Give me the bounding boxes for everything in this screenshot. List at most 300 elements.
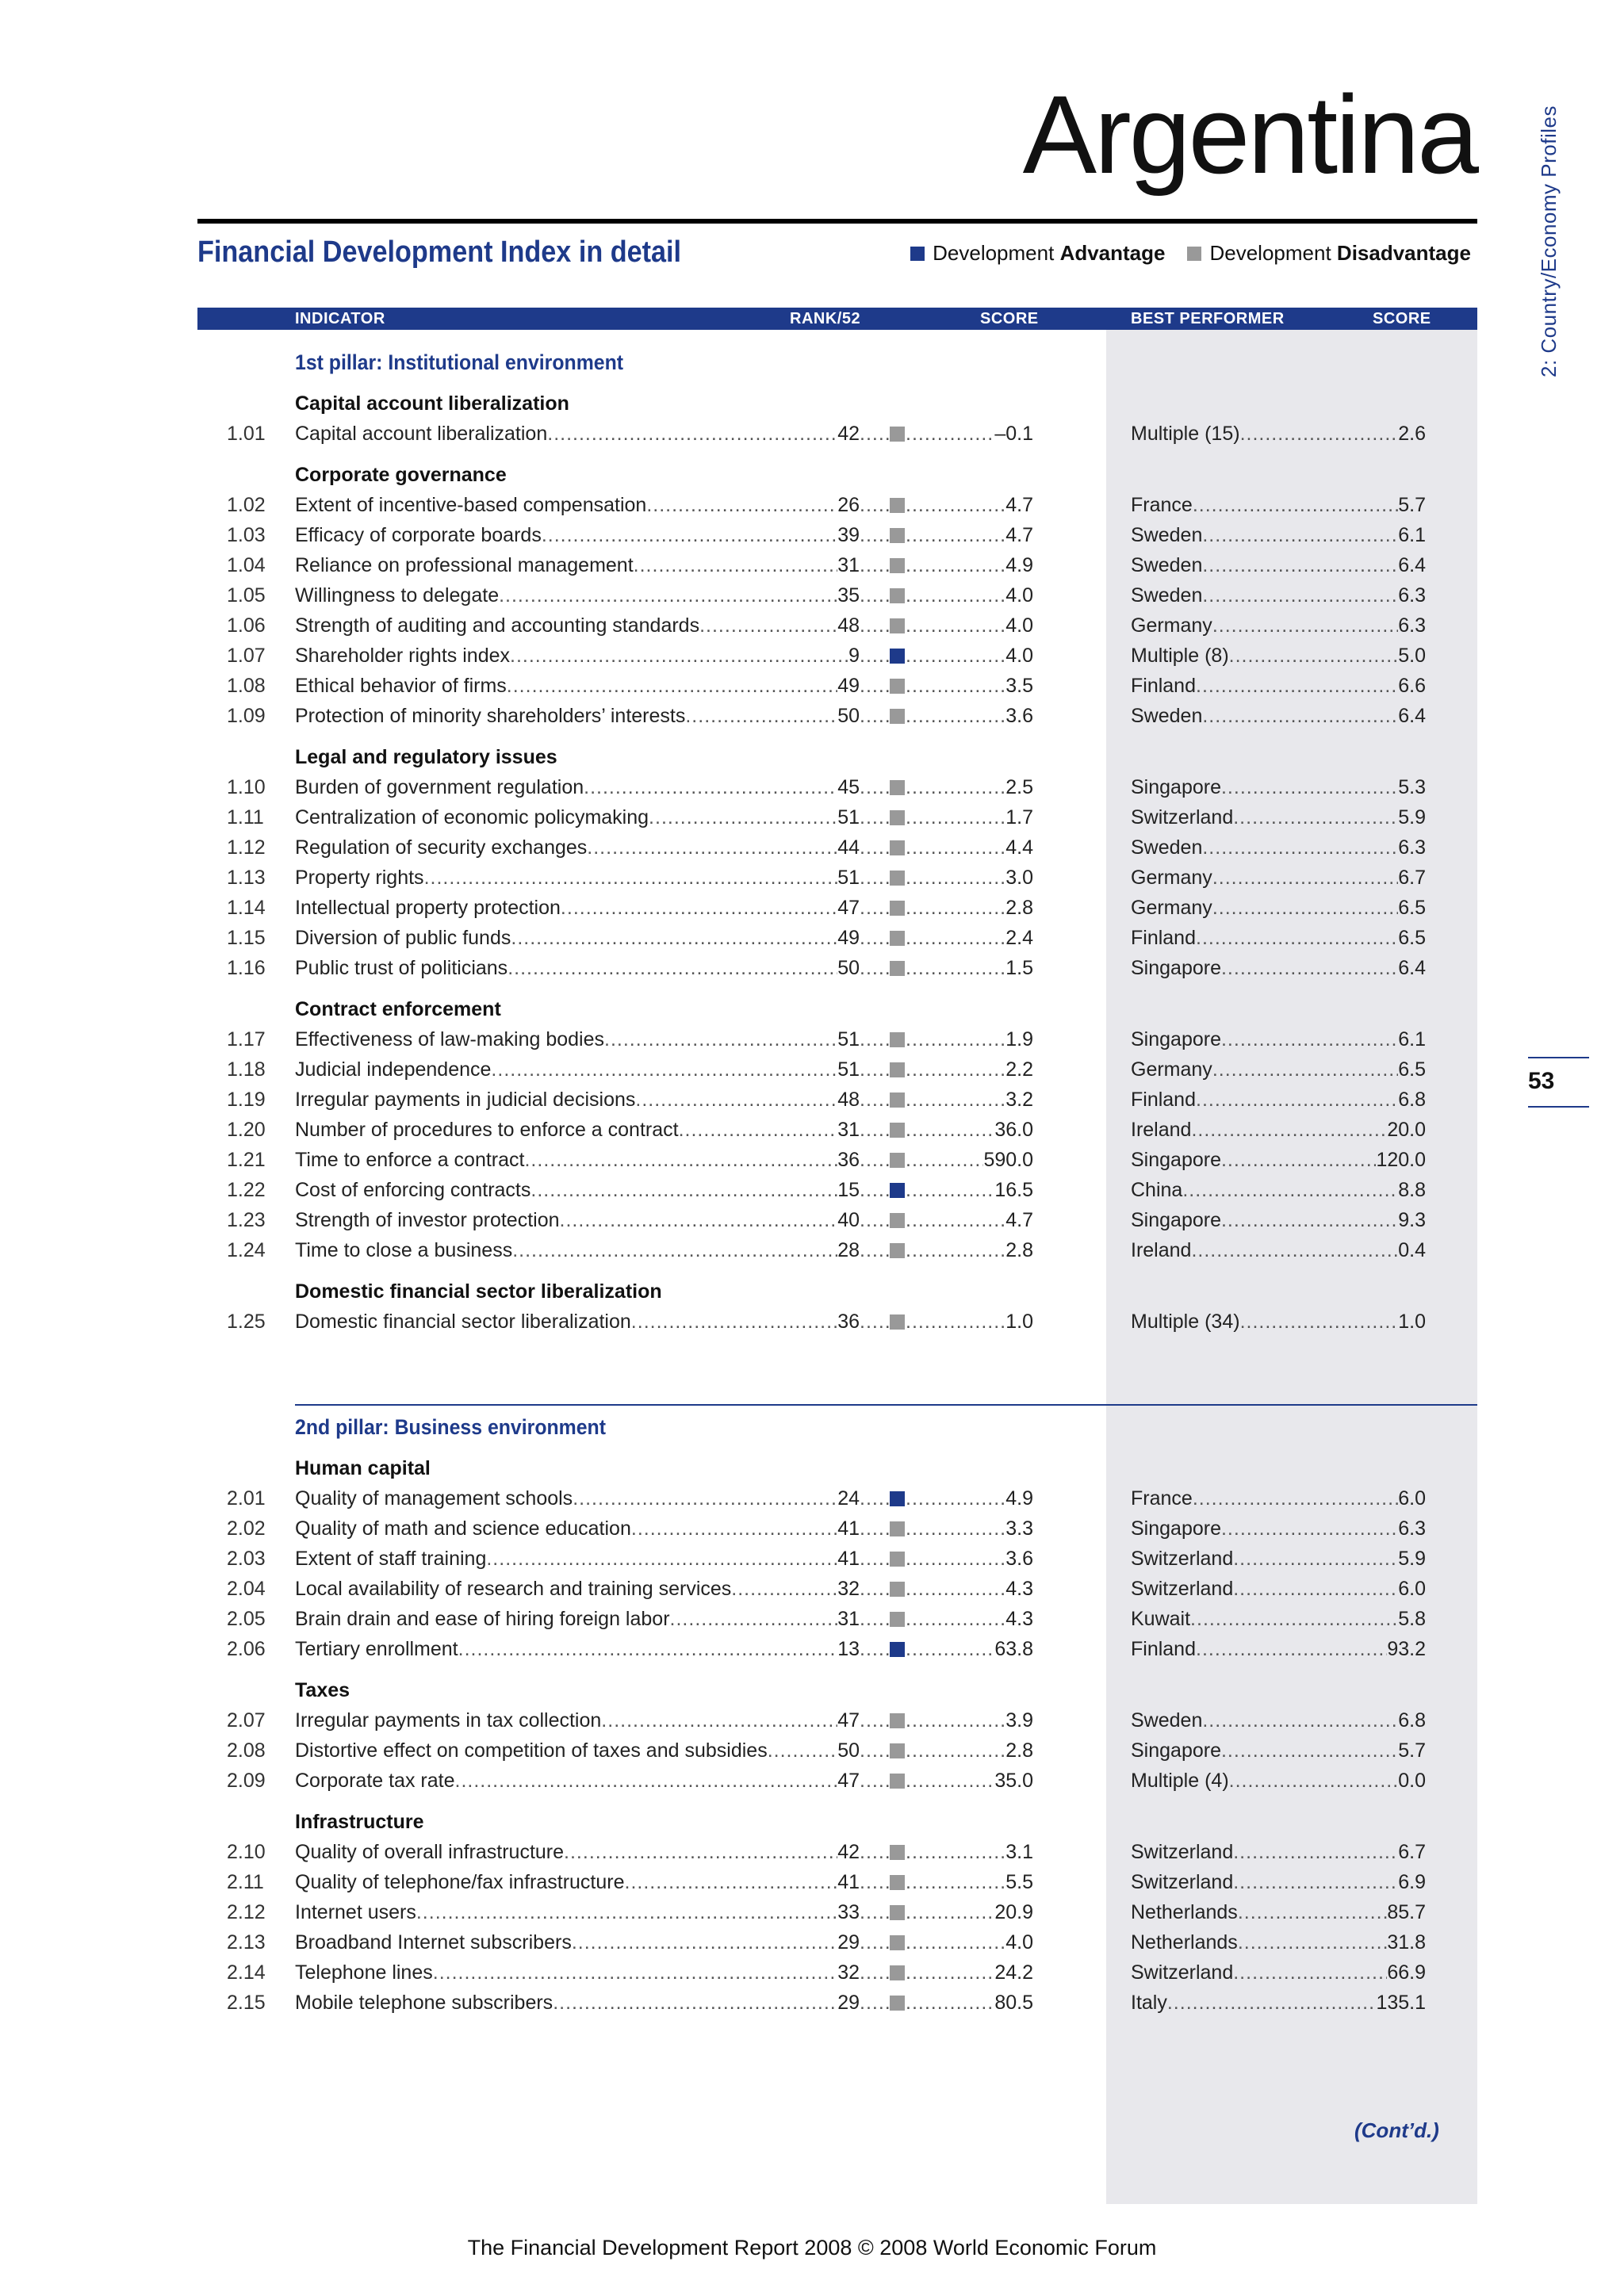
leader-dots: [860, 1307, 891, 1337]
indicator-rank: 44: [837, 836, 860, 859]
leader-dots: [587, 832, 837, 863]
leader-dots: [860, 772, 891, 802]
best-performer: Switzerland: [1131, 1871, 1234, 1893]
indicator-number: 1.18: [227, 1058, 266, 1081]
leader-dots: [906, 863, 1005, 893]
leader-dots: [906, 641, 1005, 671]
disadvantage-marker-icon: [890, 1123, 905, 1138]
best-performer: Finland: [1131, 675, 1196, 697]
indicator-number: 1.13: [227, 867, 266, 889]
indicator-name: Quality of telephone/fax infrastructure: [295, 1871, 625, 1893]
disadvantage-marker-icon: [890, 1774, 905, 1789]
best-performer: Switzerland: [1131, 1548, 1234, 1570]
leader-dots: [906, 1897, 994, 1927]
table-row: [0, 1307, 1624, 1337]
best-performer-score: 20.0: [1387, 1119, 1426, 1141]
leader-dots: [679, 1115, 838, 1145]
best-performer: Finland: [1131, 927, 1196, 949]
indicator-name: Internet users: [295, 1901, 416, 1923]
indicator-rank: 31: [837, 554, 860, 576]
indicator-score: 4.4: [1005, 836, 1033, 859]
indicator-name: Cost of enforcing contracts: [295, 1179, 531, 1201]
leader-dots: [1191, 1115, 1387, 1145]
indicator-name: Regulation of security exchanges: [295, 836, 588, 859]
leader-dots: [631, 1307, 837, 1337]
page-footer: The Financial Development Report 2008 © 2008 World Economic Forum: [467, 2236, 1157, 2260]
leader-dots: [685, 701, 837, 731]
leader-dots: [860, 701, 891, 731]
leader-dots: [860, 923, 891, 953]
leader-dots: [1229, 641, 1399, 671]
indicator-rank: 29: [837, 1931, 860, 1954]
best-performer-score: 1.0: [1398, 1311, 1426, 1333]
leader-dots: [906, 520, 1005, 550]
best-performer-score: 6.4: [1398, 705, 1426, 727]
indicator-number: 1.17: [227, 1028, 266, 1050]
leader-dots: [1233, 1837, 1398, 1867]
group-heading: Legal and regulatory issues: [295, 746, 557, 768]
section-title: Financial Development Index in detail: [197, 235, 682, 269]
indicator-rank: 13: [837, 1638, 860, 1660]
leader-dots: [860, 1766, 891, 1796]
indicator-rank: 42: [837, 423, 860, 445]
disadvantage-marker-icon: [890, 1935, 905, 1950]
best-performer: Singapore: [1131, 957, 1221, 979]
indicator-name: Time to close a business: [295, 1239, 513, 1261]
indicator-score: 2.8: [1005, 1239, 1033, 1261]
leader-dots: [860, 1054, 891, 1085]
disadvantage-marker-icon: [890, 931, 905, 946]
indicator-number: 2.05: [227, 1608, 266, 1630]
leader-dots: [860, 1988, 891, 2018]
leader-dots: [1182, 1175, 1398, 1205]
indicator-rank: 41: [837, 1871, 860, 1893]
leader-dots: [553, 1988, 837, 2018]
header-score: SCORE: [980, 310, 1039, 327]
table-header: [197, 308, 1477, 330]
leader-dots: [601, 1705, 837, 1735]
indicator-score: 3.3: [1005, 1517, 1033, 1540]
indicator-number: 1.14: [227, 897, 266, 919]
leader-dots: [860, 1175, 891, 1205]
indicator-rank: 51: [837, 806, 860, 828]
table-row: [0, 1604, 1624, 1634]
leader-dots: [572, 1927, 837, 1957]
best-performer: Singapore: [1131, 1209, 1221, 1231]
indicator-name: Corporate tax rate: [295, 1770, 455, 1792]
advantage-marker-icon: [890, 1183, 905, 1198]
indicator-rank: 47: [837, 1770, 860, 1792]
leader-dots: [906, 1483, 1005, 1513]
leader-dots: [542, 520, 837, 550]
disadvantage-marker-icon: [890, 1213, 905, 1228]
legend-advantage: [910, 241, 1165, 266]
indicator-number: 2.10: [227, 1841, 266, 1863]
leader-dots: [1221, 1735, 1398, 1766]
disadvantage-marker-icon: [890, 1743, 905, 1758]
group-heading: Capital account liberalization: [295, 392, 569, 415]
table-row: [0, 1837, 1624, 1867]
best-performer-score: 6.0: [1398, 1487, 1426, 1510]
indicator-score: 1.7: [1005, 806, 1033, 828]
indicator-score: 2.2: [1005, 1058, 1033, 1081]
best-performer-score: 5.3: [1398, 776, 1426, 798]
leader-dots: [1221, 1205, 1398, 1235]
leader-dots: [906, 1604, 1005, 1634]
indicator-score: 3.9: [1005, 1709, 1033, 1732]
indicator-rank: 47: [837, 1709, 860, 1732]
best-performer-score: 6.4: [1398, 554, 1426, 576]
best-performer-score: 120.0: [1376, 1149, 1426, 1171]
indicator-name: Ethical behavior of firms: [295, 675, 507, 697]
disadvantage-marker-icon: [890, 1996, 905, 2011]
leader-dots: [906, 490, 1005, 520]
best-performer: France: [1131, 1487, 1193, 1510]
indicator-name: Domestic financial sector liberalization: [295, 1311, 631, 1333]
leader-dots: [906, 1927, 1005, 1957]
leader-dots: [1212, 1054, 1398, 1085]
leader-dots: [1238, 1897, 1388, 1927]
leader-dots: [906, 1957, 994, 1988]
leader-dots: [860, 832, 891, 863]
leader-dots: [906, 1837, 1005, 1867]
leader-dots: [906, 1766, 994, 1796]
table-row: [0, 953, 1624, 983]
best-performer-score: 0.0: [1398, 1770, 1426, 1792]
indicator-number: 1.08: [227, 675, 266, 697]
table-row: [0, 1574, 1624, 1604]
leader-dots: [1193, 1483, 1398, 1513]
best-performer-score: 6.6: [1398, 675, 1426, 697]
table-row: [0, 520, 1624, 550]
table-row: [0, 701, 1624, 731]
indicator-name: Distortive effect on competition of taxes and subsidies: [295, 1739, 768, 1762]
indicator-score: 3.6: [1005, 705, 1033, 727]
leader-dots: [906, 802, 1005, 832]
leader-dots: [860, 419, 891, 449]
leader-dots: [906, 893, 1005, 923]
group-heading: Corporate governance: [295, 464, 507, 486]
best-performer: Finland: [1131, 1638, 1196, 1660]
disadvantage-marker-icon: [890, 871, 905, 886]
best-performer-score: 5.9: [1398, 806, 1426, 828]
table-row: [0, 1988, 1624, 2018]
best-performer: Singapore: [1131, 776, 1221, 798]
best-performer: China: [1131, 1179, 1183, 1201]
leader-dots: [860, 863, 891, 893]
best-performer-score: 6.5: [1398, 1058, 1426, 1081]
best-performer-score: 6.5: [1398, 927, 1426, 949]
best-performer-score: 31.8: [1387, 1931, 1426, 1954]
leader-dots: [906, 1085, 1005, 1115]
leader-dots: [860, 490, 891, 520]
indicator-number: 2.09: [227, 1770, 266, 1792]
title-rule: [197, 219, 1477, 224]
advantage-marker-icon: [890, 1491, 905, 1506]
indicator-rank: 9: [848, 645, 860, 667]
indicator-rank: 48: [837, 614, 860, 637]
disadvantage-marker-icon: [890, 618, 905, 633]
indicator-score: 35.0: [994, 1770, 1033, 1792]
best-performer: Germany: [1131, 897, 1212, 919]
leader-dots: [507, 671, 837, 701]
indicator-score: 2.8: [1005, 1739, 1033, 1762]
indicator-score: 2.4: [1005, 927, 1033, 949]
indicator-score: 4.3: [1005, 1608, 1033, 1630]
best-performer: Sweden: [1131, 705, 1203, 727]
indicator-number: 1.05: [227, 584, 266, 607]
disadvantage-marker-icon: [890, 1552, 905, 1567]
legend: [910, 241, 1471, 266]
indicator-name: Shareholder rights index: [295, 645, 510, 667]
leader-dots: [635, 1085, 837, 1115]
best-performer-score: 6.3: [1398, 1517, 1426, 1540]
indicator-number: 1.09: [227, 705, 266, 727]
legend-disadvantage-word: Disadvantage: [1336, 241, 1471, 265]
leader-dots: [906, 550, 1005, 580]
leader-dots: [860, 1235, 891, 1265]
table-row: [0, 802, 1624, 832]
indicator-number: 2.07: [227, 1709, 266, 1732]
leader-dots: [906, 671, 1005, 701]
pillar-divider: [295, 1404, 1477, 1406]
best-performer-score: 8.8: [1398, 1179, 1426, 1201]
best-performer-score: 6.1: [1398, 524, 1426, 546]
leader-dots: [860, 1867, 891, 1897]
indicator-rank: 49: [837, 675, 860, 697]
leader-dots: [860, 1927, 891, 1957]
group-heading: Domestic financial sector liberalization: [295, 1280, 662, 1303]
indicator-number: 2.11: [227, 1871, 264, 1893]
indicator-rank: 32: [837, 1578, 860, 1600]
header-best-score: SCORE: [1373, 310, 1431, 327]
leader-dots: [860, 580, 891, 610]
indicator-name: Broadband Internet subscribers: [295, 1931, 572, 1954]
leader-dots: [906, 1574, 1005, 1604]
indicator-score: 1.0: [1005, 1311, 1033, 1333]
indicator-number: 2.15: [227, 1992, 266, 2014]
leader-dots: [512, 1235, 837, 1265]
table-row: [0, 1544, 1624, 1574]
indicator-score: 2.5: [1005, 776, 1033, 798]
leader-dots: [1212, 893, 1398, 923]
disadvantage-marker-icon: [890, 810, 905, 825]
leader-dots: [860, 610, 891, 641]
table-row: [0, 641, 1624, 671]
disadvantage-marker-icon: [890, 1845, 905, 1860]
indicator-rank: 32: [837, 1961, 860, 1984]
leader-dots: [860, 1735, 891, 1766]
leader-dots: [860, 1705, 891, 1735]
leader-dots: [510, 641, 848, 671]
leader-dots: [1233, 1544, 1398, 1574]
leader-dots: [860, 1634, 891, 1664]
leader-dots: [860, 1024, 891, 1054]
best-performer-score: 6.3: [1398, 836, 1426, 859]
table-row: [0, 1235, 1624, 1265]
indicator-name: Reliance on professional management: [295, 554, 634, 576]
best-performer-score: 6.5: [1398, 897, 1426, 919]
indicator-score: 4.0: [1005, 645, 1033, 667]
table-row: [0, 1957, 1624, 1988]
leader-dots: [458, 1634, 838, 1664]
leader-dots: [860, 1483, 891, 1513]
indicator-name: Extent of staff training: [295, 1548, 487, 1570]
leader-dots: [860, 1085, 891, 1115]
indicator-score: 4.7: [1005, 1209, 1033, 1231]
indicator-score: 4.3: [1005, 1578, 1033, 1600]
leader-dots: [860, 1544, 891, 1574]
best-performer: Multiple (4): [1131, 1770, 1229, 1792]
disadvantage-marker-icon: [890, 427, 905, 442]
indicator-name: Diversion of public funds: [295, 927, 511, 949]
table-row: [0, 1735, 1624, 1766]
leader-dots: [906, 1513, 1005, 1544]
disadvantage-marker-icon: [890, 528, 905, 543]
leader-dots: [486, 1544, 837, 1574]
leader-dots: [508, 953, 837, 983]
indicator-number: 2.12: [227, 1901, 266, 1923]
indicator-name: Public trust of politicians: [295, 957, 508, 979]
leader-dots: [860, 1513, 891, 1544]
indicator-rank: 41: [837, 1517, 860, 1540]
disadvantage-marker-icon: [890, 1062, 905, 1077]
indicator-rank: 50: [837, 705, 860, 727]
indicator-name: Quality of management schools: [295, 1487, 573, 1510]
table-row: [0, 580, 1624, 610]
leader-dots: [1202, 520, 1398, 550]
indicator-number: 1.22: [227, 1179, 266, 1201]
leader-dots: [906, 1115, 994, 1145]
indicator-rank: 47: [837, 897, 860, 919]
best-performer: Singapore: [1131, 1028, 1221, 1050]
table-row: [0, 1085, 1624, 1115]
side-section-label: 2: Country/Economy Profiles: [1537, 105, 1561, 377]
country-title: Argentina: [1022, 72, 1477, 197]
indicator-name: Tertiary enrollment: [295, 1638, 458, 1660]
indicator-score: –0.1: [994, 423, 1033, 445]
pillar-title: 2nd pillar: Business environment: [295, 1415, 607, 1439]
leader-dots: [1233, 1957, 1387, 1988]
best-performer: Ireland: [1131, 1239, 1192, 1261]
indicator-score: 2.8: [1005, 897, 1033, 919]
table-row: [0, 772, 1624, 802]
indicator-rank: 24: [837, 1487, 860, 1510]
indicator-rank: 51: [837, 1028, 860, 1050]
leader-dots: [860, 1604, 891, 1634]
indicator-number: 2.08: [227, 1739, 266, 1762]
indicator-number: 2.01: [227, 1487, 266, 1510]
indicator-number: 2.14: [227, 1961, 266, 1984]
leader-dots: [906, 1307, 1005, 1337]
leader-dots: [906, 580, 1005, 610]
table-row: [0, 923, 1624, 953]
leader-dots: [906, 1145, 983, 1175]
leader-dots: [1202, 580, 1398, 610]
leader-dots: [1202, 701, 1398, 731]
leader-dots: [604, 1024, 837, 1054]
leader-dots: [1212, 863, 1398, 893]
best-performer: Sweden: [1131, 554, 1203, 576]
indicator-name: Time to enforce a contract: [295, 1149, 525, 1171]
indicator-score: 20.9: [994, 1901, 1033, 1923]
indicator-name: Willingness to delegate: [295, 584, 500, 607]
indicator-name: Brain drain and ease of hiring foreign labor: [295, 1608, 670, 1630]
indicator-score: 4.0: [1005, 614, 1033, 637]
indicator-number: 1.01: [227, 423, 266, 445]
best-performer-score: 6.4: [1398, 957, 1426, 979]
leader-dots: [860, 520, 891, 550]
table-row: [0, 550, 1624, 580]
best-performer: Germany: [1131, 614, 1212, 637]
legend-advantage-prefix: Development: [933, 241, 1055, 265]
best-performer: Singapore: [1131, 1149, 1221, 1171]
leader-dots: [860, 1115, 891, 1145]
indicator-rank: 45: [837, 776, 860, 798]
indicator-score: 4.9: [1005, 554, 1033, 576]
leader-dots: [860, 893, 891, 923]
indicator-number: 2.04: [227, 1578, 266, 1600]
best-performer-score: 6.0: [1398, 1578, 1426, 1600]
disadvantage-marker-icon: [890, 1153, 905, 1168]
indicator-rank: 31: [837, 1608, 860, 1630]
disadvantage-marker-icon: [890, 1965, 905, 1980]
leader-dots: [1190, 1604, 1398, 1634]
disadvantage-marker-icon: [890, 1093, 905, 1108]
leader-dots: [699, 610, 837, 641]
best-performer: Multiple (34): [1131, 1311, 1240, 1333]
leader-dots: [670, 1604, 838, 1634]
indicator-name: Irregular payments in judicial decisions: [295, 1089, 636, 1111]
best-performer-score: 6.8: [1398, 1709, 1426, 1732]
indicator-score: 80.5: [994, 1992, 1033, 2014]
legend-disadvantage-prefix: Development: [1209, 241, 1331, 265]
disadvantage-marker-icon: [890, 1875, 905, 1890]
best-performer: Switzerland: [1131, 1961, 1234, 1984]
indicator-score: 3.0: [1005, 867, 1033, 889]
indicator-score: 4.7: [1005, 494, 1033, 516]
disadvantage-marker-icon: [890, 558, 905, 573]
disadvantage-marker-icon: [890, 1314, 905, 1330]
indicator-rank: 41: [837, 1548, 860, 1570]
leader-dots: [634, 550, 838, 580]
indicator-rank: 51: [837, 867, 860, 889]
table-row: [0, 893, 1624, 923]
leader-dots: [906, 419, 994, 449]
header-indicator: INDICATOR: [295, 310, 385, 327]
indicator-name: Quality of math and science education: [295, 1517, 631, 1540]
advantage-marker-icon: [890, 1642, 905, 1657]
indicator-number: 1.15: [227, 927, 266, 949]
indicator-score: 3.1: [1005, 1841, 1033, 1863]
indicator-name: Centralization of economic policymaking: [295, 806, 649, 828]
leader-dots: [646, 490, 837, 520]
indicator-name: Irregular payments in tax collection: [295, 1709, 602, 1732]
leader-dots: [1196, 671, 1398, 701]
indicator-number: 1.02: [227, 494, 266, 516]
disadvantage-marker-icon: [890, 1713, 905, 1728]
group-heading: Infrastructure: [295, 1811, 424, 1833]
indicator-number: 1.23: [227, 1209, 266, 1231]
table-row: [0, 1513, 1624, 1544]
table-row: [0, 1175, 1624, 1205]
leader-dots: [1202, 832, 1398, 863]
indicator-number: 2.13: [227, 1931, 266, 1954]
indicator-number: 2.02: [227, 1517, 266, 1540]
indicator-score: 16.5: [994, 1179, 1033, 1201]
disadvantage-marker-icon: [890, 1905, 905, 1920]
leader-dots: [511, 923, 837, 953]
